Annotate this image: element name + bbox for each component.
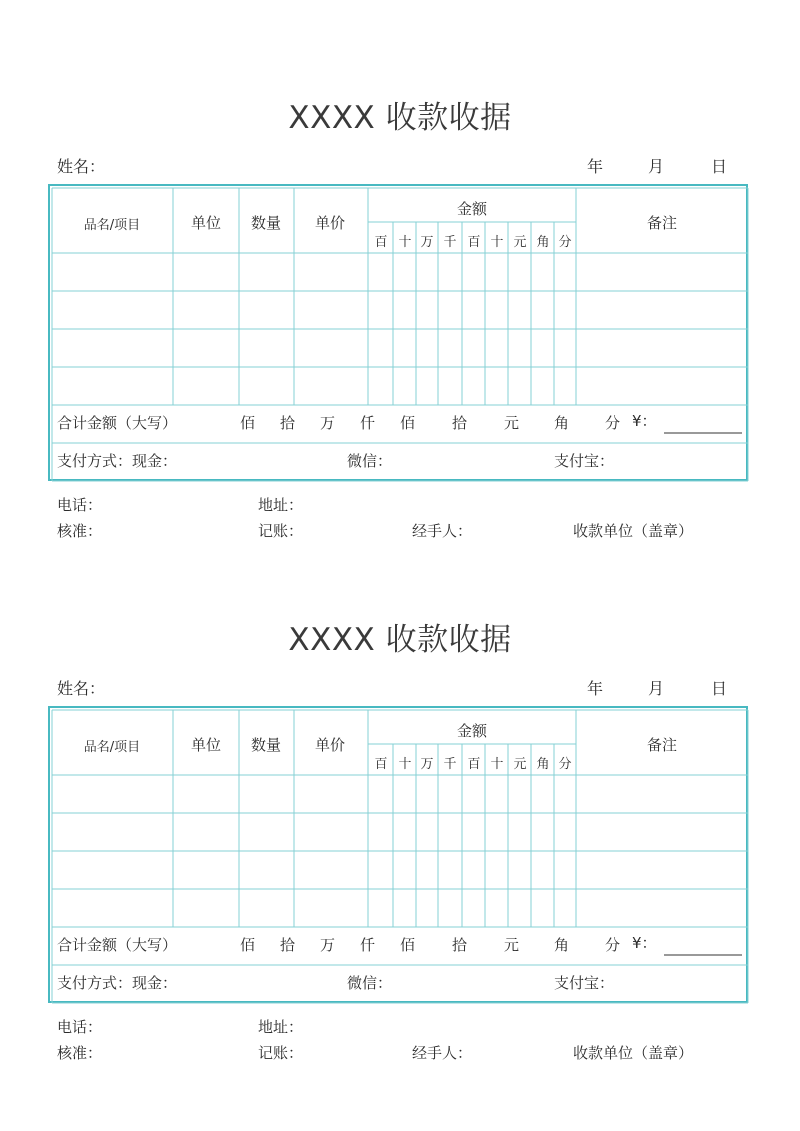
- date-month-label: 月: [648, 157, 665, 176]
- col-qty-header: 数量: [250, 214, 282, 232]
- bookkeep-label: 记账：: [258, 522, 304, 540]
- total-unit: 万: [320, 414, 336, 432]
- name-label: 姓名：: [57, 679, 106, 698]
- col-qty-header: 数量: [250, 736, 282, 754]
- payee-seal-label: 收款单位（盖章）: [573, 522, 694, 540]
- approve-label: 核准：: [57, 1044, 103, 1062]
- currency-label: ¥：: [632, 412, 657, 430]
- phone-label: 电话：: [57, 496, 103, 514]
- amount-digit-header: 十: [490, 757, 504, 772]
- amount-digit-header: 百: [374, 235, 388, 250]
- col-amount-header: 金额: [456, 722, 488, 740]
- amount-digit-header: 万: [420, 235, 434, 250]
- currency-label: ¥：: [632, 934, 657, 952]
- total-unit: 仟: [360, 414, 376, 432]
- date-year-label: 年: [587, 157, 604, 176]
- total-amount-label: 合计金额（大写）: [57, 936, 178, 954]
- handler-label: 经手人：: [412, 1044, 473, 1062]
- address-label: 地址：: [258, 1018, 304, 1036]
- alipay-label: 支付宝：: [554, 452, 615, 470]
- phone-label: 电话：: [57, 1018, 103, 1036]
- date-month-label: 月: [648, 679, 665, 698]
- receipt-table: [52, 188, 748, 484]
- total-unit: 佰: [400, 936, 416, 954]
- total-unit: 拾: [280, 936, 296, 954]
- total-unit: 佰: [400, 414, 416, 432]
- receipt-table: [52, 710, 748, 1006]
- amount-digit-header: 十: [490, 235, 504, 250]
- col-amount-header: 金额: [456, 200, 488, 218]
- receipt-title: XXXX 收款收据: [288, 100, 512, 136]
- total-amount-label: 合计金额（大写）: [57, 414, 178, 432]
- amount-digit-header: 分: [558, 235, 572, 250]
- col-remark-header: 备注: [646, 214, 678, 232]
- col-item-header: 品名/项目: [83, 218, 141, 233]
- total-unit: 角: [554, 414, 570, 432]
- receipt-2: [0, 522, 800, 1062]
- total-unit: 佰: [240, 414, 256, 432]
- total-unit: 分: [605, 936, 621, 954]
- amount-digit-header: 千: [443, 235, 457, 250]
- handler-label: 经手人：: [412, 522, 473, 540]
- amount-digit-header: 百: [467, 235, 481, 250]
- amount-digit-header: 角: [536, 235, 550, 250]
- col-unit-header: 单位: [190, 214, 222, 232]
- payment-method-label: 支付方式：现金：: [57, 452, 178, 470]
- col-unit-header: 单位: [190, 736, 222, 754]
- total-unit: 元: [504, 936, 520, 954]
- payee-seal-label: 收款单位（盖章）: [573, 1044, 694, 1062]
- name-label: 姓名：: [57, 157, 106, 176]
- amount-digit-header: 千: [443, 757, 457, 772]
- amount-digit-header: 十: [398, 235, 412, 250]
- total-unit: 元: [504, 414, 520, 432]
- wechat-label: 微信：: [347, 974, 393, 992]
- total-unit: 佰: [240, 936, 256, 954]
- date-year-label: 年: [587, 679, 604, 698]
- col-price-header: 单价: [314, 214, 346, 232]
- total-unit: 拾: [452, 936, 468, 954]
- total-unit: 分: [605, 414, 621, 432]
- amount-digit-header: 元: [513, 235, 527, 250]
- col-remark-header: 备注: [646, 736, 678, 754]
- amount-digit-header: 百: [374, 757, 388, 772]
- col-price-header: 单价: [314, 736, 346, 754]
- address-label: 地址：: [258, 496, 304, 514]
- receipt-1: [0, 0, 800, 540]
- payment-method-label: 支付方式：现金：: [57, 974, 178, 992]
- date-day-label: 日: [711, 157, 728, 176]
- amount-digit-header: 百: [467, 757, 481, 772]
- amount-digit-header: 十: [398, 757, 412, 772]
- approve-label: 核准：: [57, 522, 103, 540]
- date-day-label: 日: [711, 679, 728, 698]
- amount-digit-header: 角: [536, 757, 550, 772]
- wechat-label: 微信：: [347, 452, 393, 470]
- receipt-title: XXXX 收款收据: [288, 622, 512, 658]
- amount-digit-header: 元: [513, 757, 527, 772]
- alipay-label: 支付宝：: [554, 974, 615, 992]
- bookkeep-label: 记账：: [258, 1044, 304, 1062]
- col-item-header: 品名/项目: [83, 740, 141, 755]
- total-unit: 仟: [360, 936, 376, 954]
- amount-digit-header: 万: [420, 757, 434, 772]
- total-unit: 拾: [452, 414, 468, 432]
- total-unit: 拾: [280, 414, 296, 432]
- total-unit: 角: [554, 936, 570, 954]
- amount-digit-header: 分: [558, 757, 572, 772]
- total-unit: 万: [320, 936, 336, 954]
